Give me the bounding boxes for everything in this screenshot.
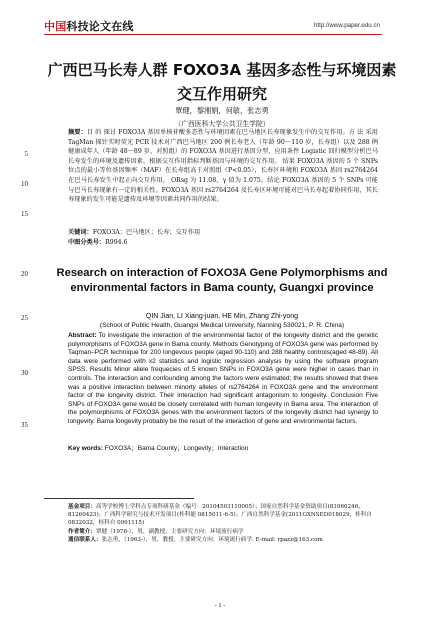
- abstract-cn-label: 摘要：: [68, 129, 87, 136]
- abstract-en-label: Abstract:: [68, 332, 97, 339]
- line-number: 5: [24, 150, 28, 158]
- abstract-cn-text: 目 的 探讨 FOXO3A 基因单核苷酸多态性与环境因素在巴马地区长寿现象发生中的交互作用。方 法 采用 TagMan 探针实时荧光 PCR 技术对广西巴马地区 200 例长寿老人（年龄 90～110 岁，长寿组）以及 288 例健康成年人（年龄 48～89 岁，对照组）的 FOXO3A 基因进行基因分型，应用条件 Logistic 回归模型分析巴马长寿发生的环境及遗传因素，根据交互作用指标判断基因与环境的交互作用。 结果 FOXO3A 基因的 5 个 SNPs 位点的最小等位基因频率（MAF）在长寿组高于对照组（P<0.05），长寿区环境和 FOXO3A 基因 rs2764264 在巴马长寿发生中起正向交互作用， ORsg 为 11.08，γ 值为 1.075。结论 FOXO3A 基因的 5 个 SNPs 可能与巴马长寿现象有一定的相关性。FOXO3A 基因 rs2764264 及长寿区环境可能对巴马长寿起着协同作用，其长寿现象的发生可能是遗传及环境等因素共同作用的结果。: [68, 129, 378, 204]
- paper-title-en: Research on interaction of FOXO3A Gene Polymorphisms and environmental factors in Bama county, Guangxi province: [56, 267, 388, 294]
- page-header: [0, 0, 440, 38]
- header-rule: [44, 34, 382, 35]
- clc-cn: [68, 238, 378, 248]
- footnote-fund: [68, 503, 378, 528]
- logo-text-china: 中国: [44, 20, 67, 33]
- footnote-bio-label: 作者简介：: [68, 528, 96, 535]
- keywords-cn-text: FOXO3A；巴马地区；长寿；交互作用: [92, 229, 201, 236]
- keywords-en-label: Key words:: [68, 445, 104, 452]
- keywords-en-text: FOXO3A；Bama County；Longevity；Interaction: [104, 445, 249, 452]
- abstract-cn: [68, 128, 378, 205]
- abstract-en: [68, 332, 378, 427]
- footnote-correspondent: [68, 536, 378, 544]
- line-number: 25: [21, 314, 28, 322]
- line-number: 10: [21, 180, 28, 188]
- line-number: 30: [21, 369, 28, 377]
- keywords-cn: [68, 228, 378, 238]
- page-number: - 1 -: [214, 602, 226, 609]
- keywords-cn-label: 关键词：: [68, 229, 93, 236]
- logo-text-paper: 科技论文在线: [66, 20, 134, 33]
- site-url[interactable]: http://www.paper.edu.cn: [313, 22, 380, 29]
- authors-cn: 覃健，黎湘娟，何敏，张志勇: [175, 106, 269, 115]
- footnotes: [68, 503, 378, 544]
- keywords-en: [68, 445, 378, 454]
- abstract-en-text: To investigate the interaction of the environmental factor of the longevity district and the genetic polymorphisms of FOXO3A gene in Bama county. Methods Genotyping of FOXO3A gene was performed by Taqman–PCR technique for 200 longevous people (aged 90-110) and 288 healthy controls(aged 48-89). All data were performed with x2 statistics and logistic regression analysis by using the software program SPSS. Results Minor allele frequecies of 5 known SNPs in FOXO3A gene were higher in cases than in controls. The interaction and confounding among the factors were estimated; the results showed that there was a positive interaction between minorty alleles of rs2764264 in FOXO3A gene and the environment factor of the longevity district. Their interaction had significant antagonism to longevity. Conclusion Five SNPs of FOXO3A gene would be closely correlated with human longevity in Bama area. The interaction of the polymorphisms of FOXO3A genes with the environment factors of the longevity district had synergy to longevity. Bama longevity probably be the result of the interaction of gene and environmental factors.: [68, 332, 378, 425]
- paper-title-cn: 广西巴马长寿人群 FOXO3A 基因多态性与环境因素交互作用研究: [47, 61, 397, 103]
- footnote-fund-text: 高等学校博士学科点专项科研基金（编号：20104503110005）；国家自然科学基金资助项目(81060246，81260423)；广西科学研究与技术开发项目(桂科能 0815011-6-5)；广西自然科学基金(2011GXNSED018029，桂科自 0832032，桂科自 0991115): [68, 504, 372, 527]
- footnote-fund-label: 基金项目：: [68, 504, 96, 510]
- footnote-author-bio: [68, 528, 378, 536]
- authors-en: QIN Jian, LI Xiang-juan, HE Min, Zhang Zhi-yong: [145, 313, 299, 320]
- footnote-rule: [44, 498, 194, 499]
- footnote-bio-text: 覃健（1978-），男，副教授，主要研究方向：环境流行病学: [95, 528, 244, 535]
- footnote-corr-label: 通信联系人：: [68, 536, 102, 543]
- line-number: 35: [21, 421, 28, 429]
- affiliation-cn: （广西医科大学公共卫生学院）: [174, 120, 270, 128]
- line-number: 20: [21, 270, 28, 278]
- footnote-corr-text: 张志勇，（1963-），男，教授，主要研究方向：环境流行病学. E-mail: rpazz@163.com: [101, 536, 323, 543]
- site-logo[interactable]: [44, 18, 134, 34]
- affiliation-en: (School of Public Health, Guangxi Medical University, Nanning 530021, P. R. China): [99, 322, 345, 329]
- keywords-cn-block: [68, 228, 378, 247]
- clc-cn-text: R994.6: [105, 238, 128, 246]
- line-number: 15: [21, 210, 28, 218]
- clc-cn-label: 中图分类号：: [68, 238, 106, 246]
